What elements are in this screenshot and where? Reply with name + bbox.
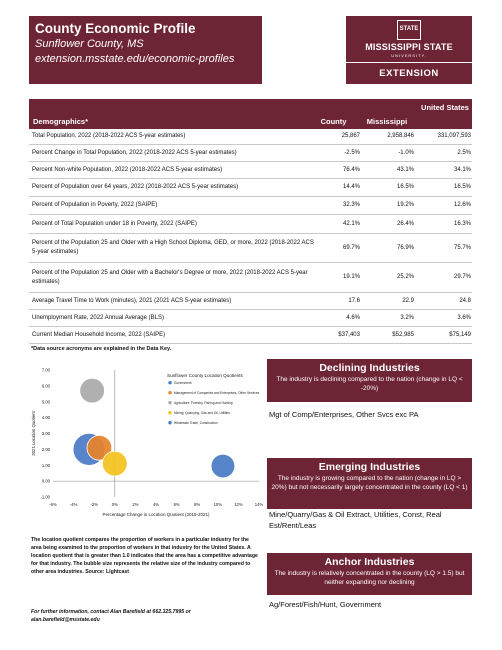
location-quotient-chart <box>27 360 264 520</box>
table-row <box>29 197 472 215</box>
x-tick-label: -4% <box>69 502 78 507</box>
row-county-value: 25,867 <box>341 133 360 139</box>
row-label: Current Median Household Income, 2022 (SAIPE) <box>32 331 166 338</box>
x-tick-label: 0% <box>111 502 118 507</box>
row-county-value: 69.7% <box>342 244 360 251</box>
data-footnote: *Data source acronyms are explained in the Data Key. <box>31 346 172 352</box>
row-label: Percent of Population in Poverty, 2022 (SAIPE) <box>32 202 158 208</box>
row-mississippi-value: 25.2% <box>396 274 414 280</box>
row-mississippi-value: 3.2% <box>400 314 414 321</box>
table-row <box>29 162 472 179</box>
table-row <box>29 129 472 145</box>
row-us-value: $75,149 <box>449 331 471 338</box>
row-county-value: 76.4% <box>342 166 360 173</box>
demographics-table-header <box>29 99 472 129</box>
x-tick-label: 8% <box>194 502 201 507</box>
chart-bubble <box>211 454 235 478</box>
row-county-value: 17.6 <box>348 297 360 304</box>
row-us-value: 75.7% <box>453 244 471 251</box>
legend-swatch <box>168 421 171 424</box>
page-title: County Economic Profile <box>35 21 196 36</box>
table-row <box>29 179 472 197</box>
legend-entry: Mining, Quarrying, Gas and Oil, Utilities <box>174 411 230 415</box>
logo-university: UNIVERSITY. <box>391 53 427 58</box>
row-county-value: 42.1% <box>342 220 360 227</box>
row-label: Total Population, 2022 (2018-2022 ACS 5-year estimates) <box>32 133 186 139</box>
x-tick-label: 14% <box>254 502 264 507</box>
legend-entry: Agriculture, Forestry, Fishing and Hunting <box>174 401 233 405</box>
legend-swatch <box>168 381 171 384</box>
header-mississippi: Mississippi <box>366 117 408 126</box>
row-us-value: 29.7% <box>453 274 471 280</box>
y-tick-label: 6.00 <box>41 383 50 389</box>
chart-bubble <box>102 451 127 476</box>
profile-url: extension.msstate.edu/economic-profiles <box>35 53 235 65</box>
table-row <box>29 327 472 344</box>
legend-swatch <box>168 401 171 404</box>
row-mississippi-value: 22.9 <box>402 297 414 304</box>
y-tick-label: 5.00 <box>41 399 50 405</box>
row-county-value: -2.5% <box>344 149 360 156</box>
y-tick-label: 0.00 <box>41 478 50 484</box>
emerging-industries-panel <box>267 458 472 509</box>
anchor-industries-panel <box>267 553 472 595</box>
header-united-states: United States <box>421 103 469 112</box>
row-label: Percent Change in Total Population, 2022 (2018-2022 ACS 5-year estimates) <box>32 149 237 156</box>
declining-description: The industry is declining compared to the nation (change in LQ < -20%) <box>276 376 463 392</box>
msu-seal-icon: STATE <box>397 20 421 40</box>
emerging-description: The industry is growing compared to the nation (change in LQ > 20%) but not necessarily largely concentrated in the county (LQ < 1) <box>271 475 468 491</box>
row-mississippi-value: 2,958,846 <box>387 133 414 139</box>
x-axis-label: Percentage Change in Location Quotient (2015-2021) <box>102 512 210 517</box>
row-county-value: $37,403 <box>338 331 360 338</box>
row-county-value: 19.1% <box>342 274 360 280</box>
anchor-title: Anchor Industries <box>324 556 415 568</box>
declining-title: Declining Industries <box>319 362 420 374</box>
row-us-value: 2.5% <box>457 149 471 156</box>
legend-swatch <box>168 391 171 394</box>
emerging-industries-list: Mine/Quarry/Gas & Oil Extract, Utilities, Const, Real Est/Rent/Leas <box>269 510 442 530</box>
row-label: Percent Non-white Population, 2022 (2018-2022 ACS 5-year estimates) <box>32 166 223 173</box>
row-us-value: 331,097,593 <box>437 133 471 139</box>
row-county-value: 32.3% <box>342 202 360 208</box>
row-label: Percent of Total Population under 18 in Poverty, 2022 (SAIPE) <box>32 220 197 227</box>
table-row <box>29 145 472 162</box>
legend-swatch <box>168 411 171 414</box>
table-row <box>29 234 472 263</box>
row-us-value: 3.6% <box>457 314 471 321</box>
y-tick-label: 7.00 <box>41 367 50 373</box>
emerging-title: Emerging Industries <box>318 461 421 473</box>
logo-extension: EXTENSION <box>379 68 439 79</box>
y-tick-label: 4.00 <box>41 415 50 421</box>
row-mississippi-value: -1.0% <box>398 149 414 156</box>
anchor-description: The industry is relatively concentrated in the county (LQ > 1.5) but neither expanding nor declining <box>274 570 465 586</box>
row-label: Percent of Population over 64 years, 2022 (2018-2022 ACS 5-year estimates) <box>32 184 239 190</box>
y-tick-label: 1.00 <box>41 462 50 468</box>
anchor-industries-list: Ag/Forest/Fish/Hunt, Government <box>269 600 382 609</box>
row-label: Average Travel Time to Work (minutes), 2021 (2021 ACS 5-year estimates) <box>32 297 232 304</box>
county-name: Sunflower County, MS <box>35 38 144 50</box>
logo-name: MISSISSIPPI STATE <box>365 42 453 52</box>
declining-industries-list: Mgt of Comp/Enterprises, Other Svcs exc PA <box>269 410 419 419</box>
table-row <box>29 263 472 293</box>
row-us-value: 12.6% <box>453 202 471 208</box>
row-mississippi-value: $52,985 <box>392 331 414 338</box>
row-us-value: 24.8 <box>459 297 471 304</box>
row-us-value: 34.1% <box>453 166 471 173</box>
x-tick-label: 6% <box>173 502 180 507</box>
row-label: Percent of the Population 25 and Older with a Bachelor's Degree or more, 2022 (2018-2022 ACS 5-year estimates) <box>32 269 308 285</box>
profile-header <box>29 16 262 84</box>
y-tick-label: 3.00 <box>41 431 50 436</box>
row-mississippi-value: 16.5% <box>396 184 414 190</box>
row-county-value: 4.6% <box>346 314 360 321</box>
table-row <box>29 293 472 310</box>
y-tick-label: 2.00 <box>41 446 50 452</box>
x-tick-label: -2% <box>90 502 98 507</box>
legend-entry: Wholesale Trade, Construction <box>174 421 218 425</box>
contact-info: For further information, contact Alan Barefield at 662.325.7995 or alan.barefield@msstate.edu <box>31 609 191 623</box>
legend-entry: Government <box>174 381 192 385</box>
row-mississippi-value: 76.9% <box>396 244 414 251</box>
x-tick-label: 10% <box>213 502 222 507</box>
x-tick-label: 12% <box>234 502 243 507</box>
y-axis-label: 2021 Location Quotient <box>31 411 36 456</box>
row-mississippi-value: 43.1% <box>396 166 414 173</box>
row-mississippi-value: 19.2% <box>396 202 414 208</box>
row-us-value: 16.5% <box>453 184 471 190</box>
location-quotient-explanation: The location quotient compares the proportion of workers in a particular industry for the area being examined to the proportion of workers in that industry for the United States. A location quotient that is greater than 1.0 indicates that the area has a competitive advantage for that industry. The bubble size represents the relative size of the industry compared to other area industries. Source: Lightcast <box>31 537 258 575</box>
x-tick-label: 2% <box>132 502 139 507</box>
msu-extension-logo <box>346 16 472 84</box>
chart-title: Sunflower County Location Quotients <box>167 373 243 378</box>
chart-bubble <box>80 378 105 403</box>
header-demographics: Demographics* <box>33 117 89 126</box>
x-tick-label: 4% <box>152 502 160 507</box>
row-county-value: 14.4% <box>342 184 360 190</box>
x-tick-label: -6% <box>49 502 57 507</box>
row-label: Percent of the Population 25 and Older with a High School Diploma, GED, or more, 2022 (2018-2022 ACS 5-year estimates) <box>32 240 314 255</box>
row-label: Unemployment Rate, 2022 Annual Average (BLS) <box>32 314 164 321</box>
legend-entry: Management of Companies and Enterprises, Other Services <box>174 391 260 395</box>
logo-divider <box>346 62 472 63</box>
table-row <box>29 310 472 327</box>
header-county: County <box>320 117 347 126</box>
table-row <box>29 215 472 234</box>
row-us-value: 16.3% <box>453 220 471 227</box>
y-tick-label: -1.00 <box>40 494 50 500</box>
row-mississippi-value: 26.4% <box>396 220 414 227</box>
declining-industries-panel <box>267 359 472 402</box>
